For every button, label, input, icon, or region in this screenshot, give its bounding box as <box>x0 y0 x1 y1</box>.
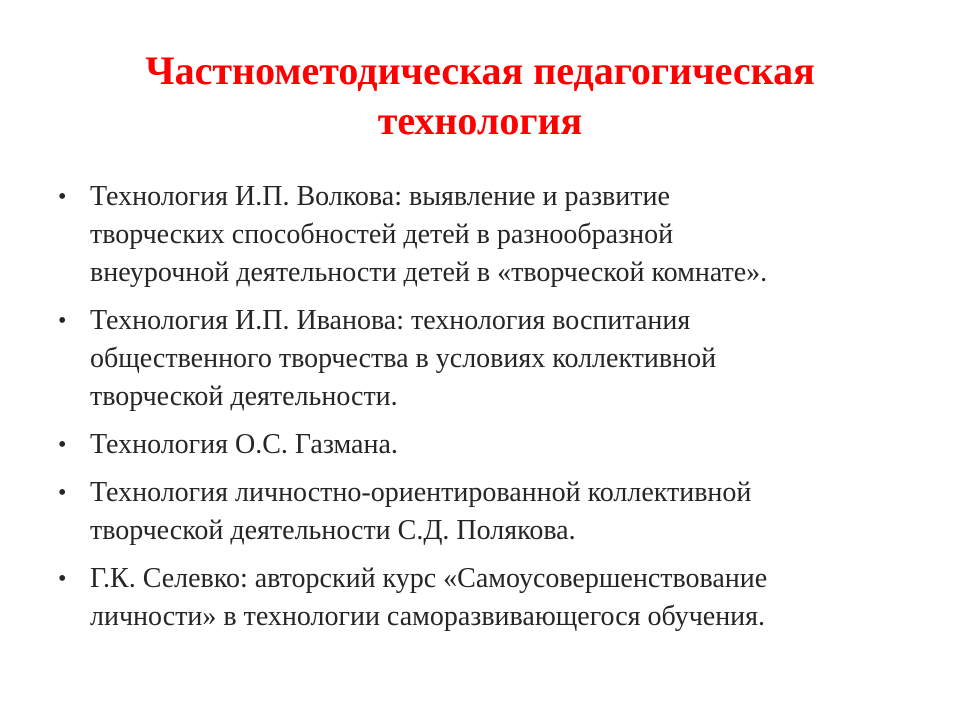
bullet-text <box>90 474 878 550</box>
bullet-list <box>58 178 878 646</box>
bullet-icon: • <box>58 480 67 506</box>
bullet-line: творческой деятельности. <box>90 381 398 412</box>
bullet-item-4 <box>58 474 878 550</box>
bullet-icon: • <box>58 308 67 334</box>
bullet-line: общественного творчества в условиях коллективной <box>90 343 717 374</box>
bullet-item-2 <box>58 302 878 416</box>
bullet-line: внеурочной деятельности детей в «творческой комнате». <box>90 257 768 288</box>
bullet-line: творческих способностей детей в разнообразной <box>90 219 674 250</box>
bullet-icon: • <box>58 432 67 458</box>
bullet-item-3 <box>58 426 878 464</box>
bullet-icon: • <box>58 566 67 592</box>
slide-title <box>60 46 900 146</box>
bullet-line: Г.К. Селевко: авторский курс «Самоусовершенствование <box>90 563 768 594</box>
bullet-line: Технология И.П. Иванова: технология воспитания <box>90 305 691 336</box>
bullet-text <box>90 302 878 416</box>
bullet-line: Технология личностно-ориентированной коллективной <box>90 477 752 508</box>
slide-title-line-1: Частнометодическая педагогическая <box>145 48 815 93</box>
bullet-item-1 <box>58 178 878 292</box>
bullet-line: творческой деятельности С.Д. Полякова. <box>90 515 576 546</box>
bullet-line: Технология И.П. Волкова: выявление и развитие <box>90 181 670 212</box>
bullet-text <box>90 560 878 636</box>
bullet-line: Технология О.С. Газмана. <box>90 429 398 460</box>
slide-title-line-2: технология <box>377 98 583 143</box>
bullet-icon: • <box>58 184 67 210</box>
bullet-line: личности» в технологии саморазвивающегося обучения. <box>90 601 766 632</box>
bullet-item-5 <box>58 560 878 636</box>
bullet-text <box>90 426 878 464</box>
bullet-text <box>90 178 878 292</box>
